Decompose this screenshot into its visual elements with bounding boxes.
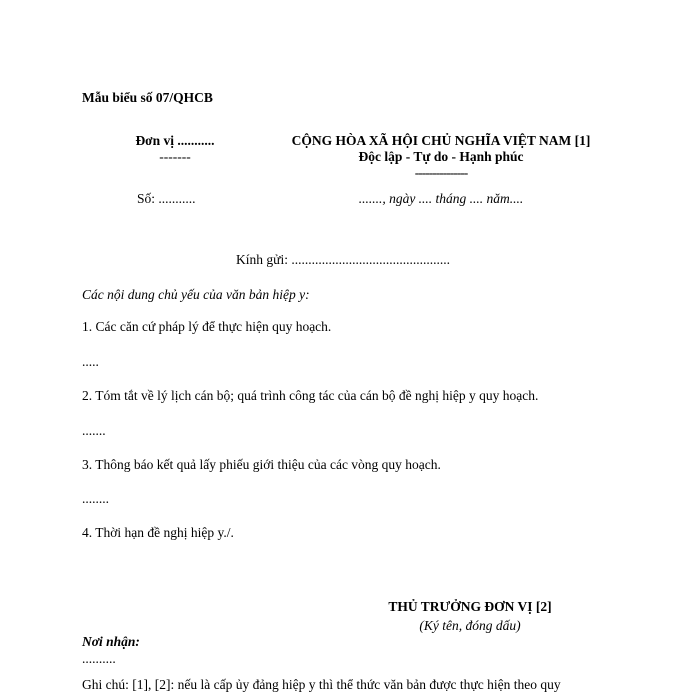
signature-note: (Ký tên, đóng dấu) — [419, 618, 521, 633]
national-title: CỘNG HÒA XÃ HỘI CHỦ NGHĨA VIỆT NAM [1] — [291, 133, 591, 148]
footnote: Ghi chú: [1], [2]: nếu là cấp ủy đảng hiệp y thì thể thức văn bản được thực hiện theo quy — [82, 677, 561, 692]
item-3-dots: ........ — [82, 491, 109, 506]
document-number: Số: ........... — [137, 191, 196, 206]
place-date: ......., ngày .... tháng .... năm.... — [358, 191, 524, 206]
item-1-dots: ..... — [82, 354, 99, 369]
item-1: 1. Các căn cứ pháp lý để thực hiện quy hoạch. — [82, 319, 332, 334]
item-4: 4. Thời hạn đề nghị hiệp y./. — [82, 525, 234, 540]
national-motto: Độc lập - Tự do - Hạnh phúc — [358, 149, 524, 164]
unit-rule: ------- — [159, 149, 191, 164]
item-2: 2. Tóm tắt về lý lịch cán bộ; quá trình công tác của cán bộ đề nghị hiệp y quy hoạch. — [82, 388, 539, 403]
motto-rule: --------------- — [414, 165, 468, 180]
recipients-dots: .......... — [82, 651, 116, 666]
recipients-label: Nơi nhận: — [82, 634, 140, 649]
item-3: 3. Thông báo kết quả lấy phiếu giới thiệu của các vòng quy hoạch. — [82, 457, 441, 472]
signature-title: THỦ TRƯỞNG ĐƠN VỊ [2] — [388, 599, 552, 614]
unit-name: Đơn vị ........... — [135, 133, 215, 148]
form-code: Mẫu biểu số 07/QHCB — [82, 90, 213, 105]
section-title: Các nội dung chủ yếu của văn bản hiệp y: — [82, 287, 310, 302]
item-2-dots: ....... — [82, 423, 106, 438]
recipient-line: Kính gửi: ............................................... — [236, 252, 450, 267]
